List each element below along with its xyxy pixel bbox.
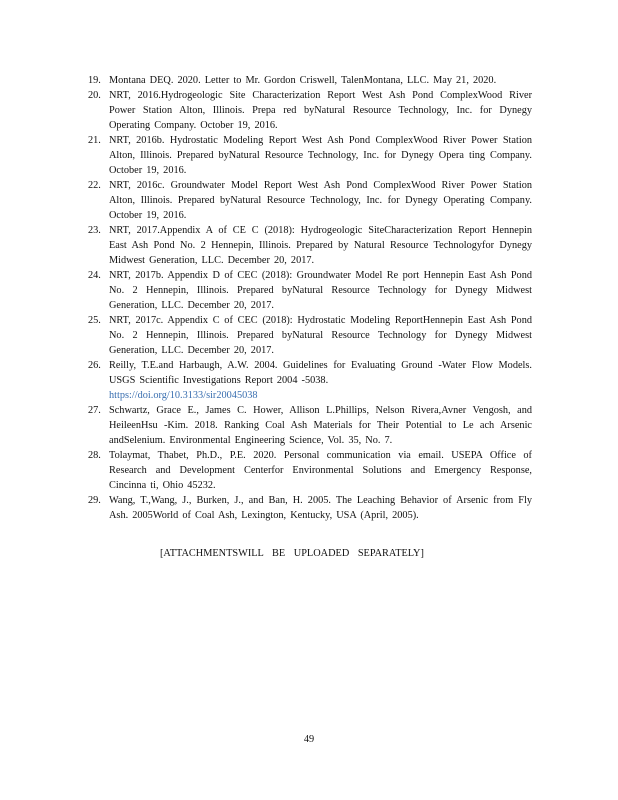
reference-list xyxy=(88,73,532,523)
reference-text: Reilly, T.E.and Harbaugh, A.W. 2004. Guidelines for Evaluating Ground -Water Flow Models. USGS Scientific Investigations Report 2004 -5038. xyxy=(109,360,532,386)
reference-text: Montana DEQ. 2020. Letter to Mr. Gordon Criswell, TalenMontana, LLC. May 21, 2020. xyxy=(109,75,497,86)
page-number: 49 xyxy=(303,734,315,745)
reference-item xyxy=(88,268,532,313)
reference-number: 27. xyxy=(88,405,101,416)
reference-item xyxy=(88,448,532,493)
reference-text: NRT, 2017c. Appendix C of CEC (2018): Hydrostatic Modeling ReportHennepin East Ash Pond No. 2 Hennepin, Illinois. Prepared byNatural Resource Technology for Dynegy Midwest Generation, LLC. December 20, 2017. xyxy=(109,315,532,356)
reference-text: Tolaymat, Thabet, Ph.D., P.E. 2020. Personal communication via email. USEPA Office of Research and Development Centerfor Environmental Solutions and Emergency Response, Cincinna ti, Ohio 45232. xyxy=(109,450,532,491)
reference-item xyxy=(88,493,532,523)
reference-number: 28. xyxy=(88,450,101,461)
attachments-note: [ATTACHMENTSWILL BE UPLOADED SEPARATELY] xyxy=(160,548,424,559)
reference-text: NRT, 2016b. Hydrostatic Modeling Report West Ash Pond ComplexWood River Power Station Alton, Illinois. Prepared byNatural Resource Technology, Inc. for Dynegy Opera ting Company. October 19, 2016. xyxy=(109,135,532,176)
reference-text: NRT, 2016.Hydrogeologic Site Characterization Report West Ash Pond ComplexWood River Power Station Alton, Illinois. Prepa red byNatural Resource Technology, Inc. for Dynegy Operating Company. October 19, 2016. xyxy=(109,90,532,131)
reference-item xyxy=(88,313,532,358)
doi-link[interactable]: https://doi.org/10.3133/sir20045038 xyxy=(109,390,258,401)
reference-item xyxy=(88,88,532,133)
reference-number: 26. xyxy=(88,360,101,371)
reference-number: 22. xyxy=(88,180,101,191)
reference-item xyxy=(88,73,532,88)
reference-number: 19. xyxy=(88,75,101,86)
reference-number: 20. xyxy=(88,90,101,101)
reference-item xyxy=(88,133,532,178)
reference-number: 25. xyxy=(88,315,101,326)
reference-item xyxy=(88,403,532,448)
reference-number: 21. xyxy=(88,135,101,146)
reference-text: Wang, T.,Wang, J., Burken, J., and Ban, H. 2005. The Leaching Behavior of Arsenic from Fly Ash. 2005World of Coal Ash, Lexington, Kentucky, USA (April, 2005). xyxy=(109,495,532,521)
reference-text: NRT, 2017b. Appendix D of CEC (2018): Groundwater Model Re port Hennepin East Ash Pond No. 2 Hennepin, Illinois. Prepared byNatural Resource Technology for Dynegy Midwest Generation, LLC. December 20, 2017. xyxy=(109,270,532,311)
reference-item xyxy=(88,358,532,403)
reference-number: 29. xyxy=(88,495,101,506)
reference-number: 24. xyxy=(88,270,101,281)
reference-item xyxy=(88,223,532,268)
reference-item xyxy=(88,178,532,223)
reference-text: NRT, 2017.Appendix A of CE C (2018): Hydrogeologic SiteCharacterization Report Hennepin East Ash Pond No. 2 Hennepin, Illinois. Prepared by Natural Resource Technologyfor Dynegy Midwest Generation, LLC. December 20, 2017. xyxy=(109,225,532,266)
reference-text: Schwartz, Grace E., James C. Hower, Allison L.Phillips, Nelson Rivera,Avner Vengosh, and HeileenHsu -Kim. 2018. Ranking Coal Ash Materials for Their Potential to Le ach Arsenic andSelenium. Environmental Engineering Science, Vol. 35, No. 7. xyxy=(109,405,532,446)
reference-number: 23. xyxy=(88,225,101,236)
reference-text: NRT, 2016c. Groundwater Model Report West Ash Pond ComplexWood River Power Station Alton, Illinois. Prepared byNatural Resource Technology, Inc. for Dynegy Operating Company. October 19, 2016. xyxy=(109,180,532,221)
